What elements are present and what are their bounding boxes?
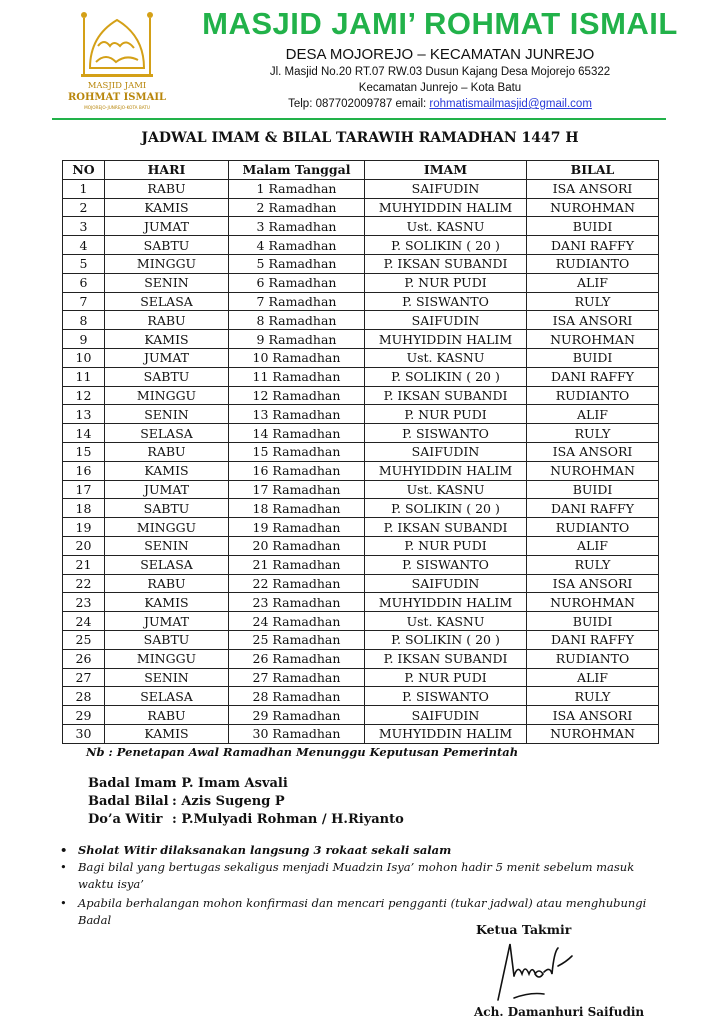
cell-imam: P. SOLIKIN ( 20 ) — [365, 499, 527, 518]
cell-no: 26 — [63, 649, 105, 668]
cell-bilal: RUDIANTO — [527, 649, 659, 668]
cell-malam-tanggal: 30 Ramadhan — [229, 724, 365, 743]
cell-imam: SAIFUDIN — [365, 311, 527, 330]
table-row — [63, 687, 659, 706]
table-row — [63, 649, 659, 668]
header-hari: HARI — [105, 161, 229, 180]
note: Nb : Penetapan Awal Ramadhan Menunggu Keputusan Pemerintah — [86, 745, 519, 759]
cell-hari: MINGGU — [105, 649, 229, 668]
cell-imam: P. NUR PUDI — [365, 405, 527, 424]
cell-malam-tanggal: 22 Ramadhan — [229, 574, 365, 593]
badal-bilal-value: : Azis Sugeng P — [172, 794, 285, 809]
cell-hari: SELASA — [105, 555, 229, 574]
logo-text-3: MOJOREJO-JUNREJO-KOTA BATU — [84, 105, 150, 110]
cell-malam-tanggal: 24 Ramadhan — [229, 612, 365, 631]
table-row — [63, 555, 659, 574]
cell-imam: SAIFUDIN — [365, 179, 527, 198]
cell-no: 27 — [63, 668, 105, 687]
cell-no: 19 — [63, 518, 105, 537]
cell-malam-tanggal: 23 Ramadhan — [229, 593, 365, 612]
cell-imam: P. SISWANTO — [365, 687, 527, 706]
cell-no: 3 — [63, 217, 105, 236]
cell-no: 11 — [63, 367, 105, 386]
cell-malam-tanggal: 28 Ramadhan — [229, 687, 365, 706]
cell-hari: KAMIS — [105, 198, 229, 217]
cell-bilal: ISA ANSORI — [527, 311, 659, 330]
cell-hari: SENIN — [105, 273, 229, 292]
doa-witir-value: : P.Mulyadi Rohman / H.Riyanto — [172, 812, 404, 827]
cell-no: 9 — [63, 330, 105, 349]
header-divider — [52, 118, 666, 120]
cell-hari: RABU — [105, 706, 229, 725]
cell-imam: P. SISWANTO — [365, 555, 527, 574]
table-row — [63, 574, 659, 593]
cell-no: 22 — [63, 574, 105, 593]
badal-imam — [88, 776, 288, 791]
cell-imam: MUHYIDDIN HALIM — [365, 461, 527, 480]
signature-role: Ketua Takmir — [476, 922, 572, 937]
list-item: • Apabila berhalangan mohon konfirmasi dan mencari pengganti (tukar jadwal) atau menghubungi Badal — [60, 896, 647, 927]
table-row — [63, 330, 659, 349]
cell-imam: MUHYIDDIN HALIM — [365, 198, 527, 217]
cell-malam-tanggal: 18 Ramadhan — [229, 499, 365, 518]
cell-no: 6 — [63, 273, 105, 292]
table-row — [63, 386, 659, 405]
cell-hari: MINGGU — [105, 254, 229, 273]
cell-imam: Ust. KASNU — [365, 480, 527, 499]
cell-no: 28 — [63, 687, 105, 706]
cell-malam-tanggal: 8 Ramadhan — [229, 311, 365, 330]
cell-no: 13 — [63, 405, 105, 424]
cell-no: 1 — [63, 179, 105, 198]
cell-imam: P. IKSAN SUBANDI — [365, 386, 527, 405]
cell-imam: MUHYIDDIN HALIM — [365, 724, 527, 743]
cell-no: 30 — [63, 724, 105, 743]
cell-hari: RABU — [105, 442, 229, 461]
address-line-2: Kecamatan Junrejo – Kota Batu — [358, 82, 522, 94]
table-row — [63, 367, 659, 386]
table-row — [63, 724, 659, 743]
cell-bilal: RUDIANTO — [527, 518, 659, 537]
cell-bilal: RULY — [527, 424, 659, 443]
cell-hari: JUMAT — [105, 612, 229, 631]
cell-malam-tanggal: 26 Ramadhan — [229, 649, 365, 668]
cell-imam: P. NUR PUDI — [365, 668, 527, 687]
cell-imam: P. SOLIKIN ( 20 ) — [365, 236, 527, 255]
cell-malam-tanggal: 15 Ramadhan — [229, 442, 365, 461]
doa-witir — [88, 812, 404, 827]
cell-bilal: NUROHMAN — [527, 198, 659, 217]
cell-hari: SABTU — [105, 367, 229, 386]
table-row — [63, 480, 659, 499]
table-row — [63, 442, 659, 461]
cell-hari: SENIN — [105, 536, 229, 555]
email-link[interactable]: rohmatismailmasjid@gmail.com — [429, 98, 592, 110]
cell-bilal: ALIF — [527, 668, 659, 687]
cell-malam-tanggal: 11 Ramadhan — [229, 367, 365, 386]
cell-no: 14 — [63, 424, 105, 443]
cell-bilal: DANI RAFFY — [527, 630, 659, 649]
cell-malam-tanggal: 14 Ramadhan — [229, 424, 365, 443]
cell-hari: RABU — [105, 574, 229, 593]
cell-imam: P. SISWANTO — [365, 292, 527, 311]
cell-bilal: BUIDI — [527, 480, 659, 499]
cell-hari: MINGGU — [105, 518, 229, 537]
cell-bilal: DANI RAFFY — [527, 236, 659, 255]
table-row — [63, 499, 659, 518]
cell-malam-tanggal: 12 Ramadhan — [229, 386, 365, 405]
logo-text-1: MASJID JAMI — [87, 81, 147, 91]
cell-hari: JUMAT — [105, 480, 229, 499]
handwritten-signature — [480, 936, 580, 1004]
table-row — [63, 311, 659, 330]
cell-malam-tanggal: 5 Ramadhan — [229, 254, 365, 273]
telp-text: Telp: 087702009787 email: — [288, 98, 430, 110]
cell-hari: SABTU — [105, 499, 229, 518]
cell-imam: P. IKSAN SUBANDI — [365, 254, 527, 273]
cell-no: 4 — [63, 236, 105, 255]
cell-bilal: RULY — [527, 292, 659, 311]
cell-malam-tanggal: 21 Ramadhan — [229, 555, 365, 574]
table-row — [63, 405, 659, 424]
cell-hari: MINGGU — [105, 386, 229, 405]
contact-line — [170, 98, 710, 110]
cell-imam: MUHYIDDIN HALIM — [365, 593, 527, 612]
badal-bilal-label: Badal Bilal — [88, 794, 169, 809]
cell-malam-tanggal: 10 Ramadhan — [229, 348, 365, 367]
cell-no: 15 — [63, 442, 105, 461]
cell-bilal: BUIDI — [527, 612, 659, 631]
cell-malam-tanggal: 13 Ramadhan — [229, 405, 365, 424]
cell-imam: P. SOLIKIN ( 20 ) — [365, 367, 527, 386]
cell-malam-tanggal: 27 Ramadhan — [229, 668, 365, 687]
table-row — [63, 706, 659, 725]
header-malam-tanggal: Malam Tanggal — [229, 161, 365, 180]
cell-malam-tanggal: 29 Ramadhan — [229, 706, 365, 725]
cell-no: 2 — [63, 198, 105, 217]
cell-bilal: NUROHMAN — [527, 593, 659, 612]
cell-bilal: RUDIANTO — [527, 386, 659, 405]
cell-no: 8 — [63, 311, 105, 330]
table-row — [63, 630, 659, 649]
cell-malam-tanggal: 4 Ramadhan — [229, 236, 365, 255]
masjid-logo — [67, 6, 167, 116]
cell-bilal: ALIF — [527, 536, 659, 555]
desa-line: DESA MOJOREJO – KECAMATAN JUNREJO — [285, 46, 595, 63]
cell-hari: KAMIS — [105, 330, 229, 349]
signature-name: Ach. Damanhuri Saifudin — [474, 1005, 645, 1019]
cell-bilal: NUROHMAN — [527, 461, 659, 480]
cell-bilal: RULY — [527, 555, 659, 574]
cell-malam-tanggal: 1 Ramadhan — [229, 179, 365, 198]
cell-malam-tanggal: 9 Ramadhan — [229, 330, 365, 349]
cell-hari: SELASA — [105, 687, 229, 706]
cell-malam-tanggal: 7 Ramadhan — [229, 292, 365, 311]
cell-malam-tanggal: 19 Ramadhan — [229, 518, 365, 537]
header-bilal: BILAL — [527, 161, 659, 180]
cell-imam: Ust. KASNU — [365, 217, 527, 236]
cell-no: 16 — [63, 461, 105, 480]
bullet-icon: • — [60, 860, 67, 874]
cell-malam-tanggal: 25 Ramadhan — [229, 630, 365, 649]
cell-malam-tanggal: 20 Ramadhan — [229, 536, 365, 555]
cell-no: 24 — [63, 612, 105, 631]
cell-imam: P. SISWANTO — [365, 424, 527, 443]
cell-malam-tanggal: 17 Ramadhan — [229, 480, 365, 499]
cell-imam: Ust. KASNU — [365, 612, 527, 631]
table-row — [63, 424, 659, 443]
table-row — [63, 593, 659, 612]
badal-bilal — [88, 794, 285, 809]
table-row — [63, 612, 659, 631]
cell-hari: RABU — [105, 179, 229, 198]
cell-imam: Ust. KASNU — [365, 348, 527, 367]
cell-no: 23 — [63, 593, 105, 612]
table-header-row — [63, 161, 659, 180]
doa-witir-label: Do’a Witir — [88, 812, 163, 827]
cell-bilal: NUROHMAN — [527, 330, 659, 349]
cell-hari: RABU — [105, 311, 229, 330]
header-no: NO — [63, 161, 105, 180]
document-title: JADWAL IMAM & BILAL TARAWIH RAMADHAN 1447 H — [141, 130, 579, 146]
badal-imam-value: : P. Imam Asvali — [172, 776, 288, 791]
cell-no: 18 — [63, 499, 105, 518]
cell-no: 10 — [63, 348, 105, 367]
list-item: • Sholat Witir dilaksanakan langsung 3 rokaat sekali salam — [60, 843, 452, 857]
table-row — [63, 668, 659, 687]
cell-malam-tanggal: 6 Ramadhan — [229, 273, 365, 292]
cell-bilal: BUIDI — [527, 217, 659, 236]
table-row — [63, 179, 659, 198]
cell-bilal: ALIF — [527, 273, 659, 292]
cell-hari: SABTU — [105, 630, 229, 649]
cell-imam: SAIFUDIN — [365, 706, 527, 725]
header-imam: IMAM — [365, 161, 527, 180]
cell-malam-tanggal: 16 Ramadhan — [229, 461, 365, 480]
cell-imam: SAIFUDIN — [365, 442, 527, 461]
table-row — [63, 273, 659, 292]
cell-bilal: RUDIANTO — [527, 254, 659, 273]
cell-bilal: ISA ANSORI — [527, 574, 659, 593]
cell-imam: SAIFUDIN — [365, 574, 527, 593]
cell-imam: P. NUR PUDI — [365, 273, 527, 292]
cell-hari: JUMAT — [105, 217, 229, 236]
cell-hari: JUMAT — [105, 348, 229, 367]
cell-hari: SENIN — [105, 668, 229, 687]
cell-hari: KAMIS — [105, 461, 229, 480]
table-row — [63, 292, 659, 311]
cell-no: 5 — [63, 254, 105, 273]
cell-imam: P. SOLIKIN ( 20 ) — [365, 630, 527, 649]
cell-bilal: DANI RAFFY — [527, 499, 659, 518]
cell-hari: KAMIS — [105, 724, 229, 743]
cell-imam: MUHYIDDIN HALIM — [365, 330, 527, 349]
cell-malam-tanggal: 3 Ramadhan — [229, 217, 365, 236]
cell-hari: KAMIS — [105, 593, 229, 612]
cell-bilal: DANI RAFFY — [527, 367, 659, 386]
cell-no: 12 — [63, 386, 105, 405]
instructions-list — [60, 842, 660, 929]
cell-hari: SABTU — [105, 236, 229, 255]
table-row — [63, 348, 659, 367]
cell-bilal: BUIDI — [527, 348, 659, 367]
bullet-icon: • — [60, 843, 68, 857]
cell-imam: P. IKSAN SUBANDI — [365, 518, 527, 537]
badal-imam-label: Badal Imam — [88, 776, 177, 791]
cell-bilal: NUROHMAN — [527, 724, 659, 743]
cell-hari: SELASA — [105, 424, 229, 443]
cell-no: 7 — [63, 292, 105, 311]
bullet-icon: • — [60, 896, 67, 910]
cell-bilal: ISA ANSORI — [527, 442, 659, 461]
cell-bilal: ALIF — [527, 405, 659, 424]
table-row — [63, 198, 659, 217]
table-row — [63, 236, 659, 255]
address-line-1: Jl. Masjid No.20 RT.07 RW.03 Dusun Kajang Desa Mojorejo 65322 — [269, 66, 611, 78]
cell-malam-tanggal: 2 Ramadhan — [229, 198, 365, 217]
logo-text-2: ROHMAT ISMAIL — [67, 92, 167, 103]
cell-no: 29 — [63, 706, 105, 725]
cell-hari: SELASA — [105, 292, 229, 311]
table-row — [63, 217, 659, 236]
cell-no: 25 — [63, 630, 105, 649]
table-row — [63, 461, 659, 480]
table-row — [63, 518, 659, 537]
cell-bilal: ISA ANSORI — [527, 179, 659, 198]
table-row — [63, 536, 659, 555]
cell-imam: P. NUR PUDI — [365, 536, 527, 555]
table-row — [63, 254, 659, 273]
cell-hari: SENIN — [105, 405, 229, 424]
list-item: • Bagi bilal yang bertugas sekaligus menjadi Muadzin Isya’ mohon hadir 5 menit sebelum masuk waktu isya’ — [60, 860, 635, 891]
cell-no: 20 — [63, 536, 105, 555]
cell-bilal: RULY — [527, 687, 659, 706]
cell-no: 17 — [63, 480, 105, 499]
schedule-table — [62, 160, 659, 744]
mosque-name: MASJID JAMI’ ROHMAT ISMAIL — [202, 6, 678, 41]
cell-imam: P. IKSAN SUBANDI — [365, 649, 527, 668]
cell-no: 21 — [63, 555, 105, 574]
cell-bilal: ISA ANSORI — [527, 706, 659, 725]
